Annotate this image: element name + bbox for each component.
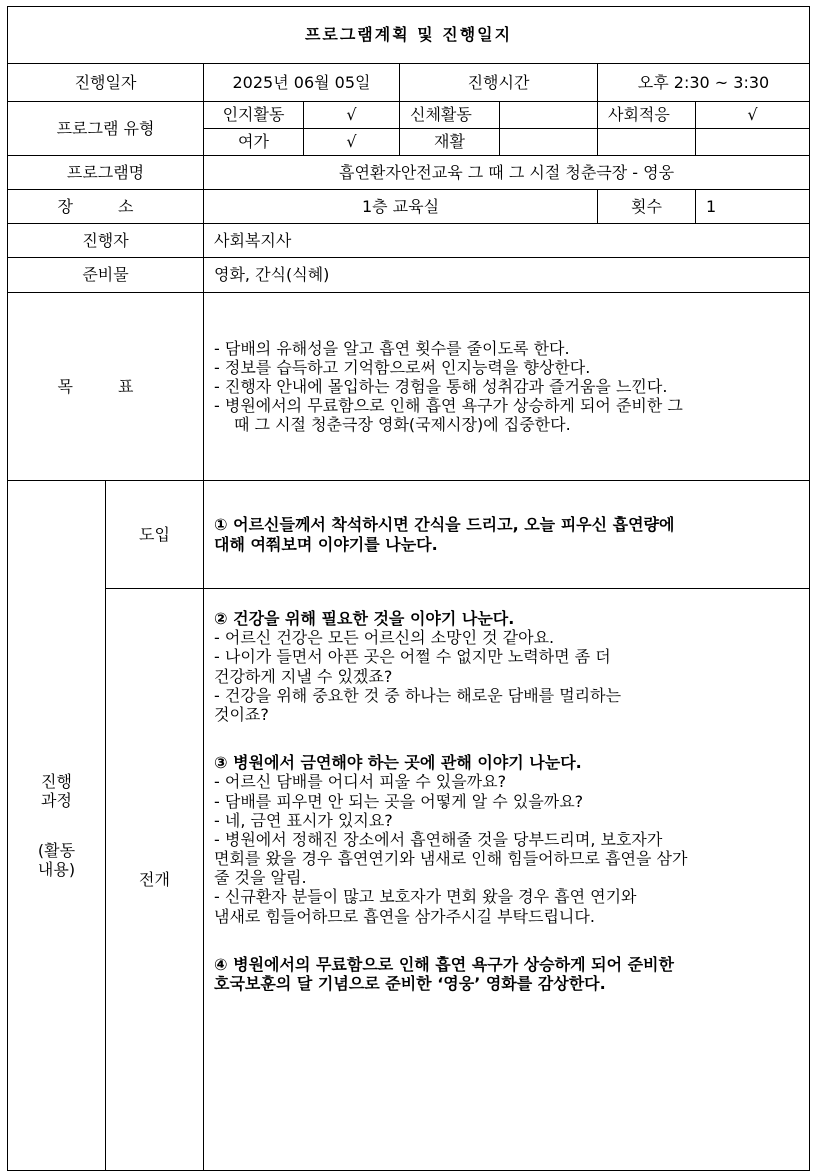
type-label: 프로그램 유형 [8,102,204,156]
goal-item: - 병원에서의 무료함으로 인해 흡연 욕구가 상승하게 되어 준비한 그 [214,396,683,416]
dev-line: 면회를 왔을 경우 흡연연기와 냄새로 인해 힘들어하므로 흡연을 삼가 [214,849,688,869]
type-social: 사회적응 [598,102,696,129]
type-social-mark: √ [696,102,810,129]
dev-heading: 호국보훈의 달 기념으로 준비한 ‘영웅’ 영화를 감상한다. [214,974,606,993]
dev-line: - 어르신 건강은 모든 어르신의 소망인 것 같아요. [214,628,555,648]
dev-heading: ④ 병원에서의 무료함으로 인해 흡연 욕구가 상승하게 되어 준비한 [214,954,674,974]
process-label-line: 내용) [37,859,76,879]
dev-line: - 네, 금연 표시가 있지요? [214,810,393,830]
process-label-line: 과정 [41,791,72,811]
dev-content [204,589,810,1171]
type-empty-1 [598,129,696,156]
count-value: 1 [696,190,810,224]
date-value: 2025년 06월 05일 [204,64,400,102]
type-rehab-mark [500,129,598,156]
dev-line: - 어르신 담배를 어디서 피울 수 있을까요? [214,772,507,792]
dev-line: 냄새로 힘들어하므로 흡연을 삼가주시길 부탁드립니다. [214,906,595,926]
dev-line: - 병원에서 정해진 장소에서 흡연해줄 것을 당부드리며, 보호자가 [214,829,663,849]
type-leisure-mark: √ [304,129,400,156]
type-rehab: 재활 [400,129,500,156]
count-label: 횟수 [598,190,696,224]
dev-line: 줄 것을 알림. [214,868,307,888]
goal-list [204,293,810,481]
dev-line: - 나이가 들면서 아픈 곳은 어쩔 수 없지만 노력하면 좀 더 [214,647,611,667]
dev-line: - 신규환자 분들이 많고 보호자가 면회 왔을 경우 흡연 연기와 [214,887,637,907]
date-label: 진행일자 [8,64,204,102]
dev-heading: ② 건강을 위해 필요한 것을 이야기 나눈다. [214,609,515,628]
process-label-line: 진행 [41,772,72,792]
dev-line: 건강하게 지낼 수 있겠죠? [214,666,393,686]
name-value: 흡연환자안전교육 그 때 그 시절 청춘극장 - 영웅 [204,156,810,190]
type-cognitive: 인지활동 [204,102,304,129]
process-label-line: (활동 [37,840,76,860]
place-label: 장 소 [8,190,204,224]
intro-label: 도입 [106,481,204,589]
dev-label: 전개 [106,589,204,1171]
prep-value: 영화, 간식(식혜) [204,258,810,293]
intro-line: ① 어르신들께서 착석하시면 간식을 드리고, 오늘 피우신 흡연량에 [214,515,675,535]
place-value: 1층 교육실 [204,190,598,224]
process-label [8,481,106,1171]
name-label: 프로그램명 [8,156,204,190]
dev-line: - 담배를 피우면 안 되는 곳을 어떻게 알 수 있을까요? [214,791,584,811]
goal-item: - 담배의 유해성을 알고 흡연 횟수를 줄이도록 한다. [214,338,570,358]
time-label: 진행시간 [400,64,598,102]
intro-content [204,481,810,589]
prep-label: 준비물 [8,258,204,293]
type-leisure: 여가 [204,129,304,156]
dev-line: - 건강을 위해 중요한 것 중 하나는 해로운 담배를 멀리하는 [214,685,622,705]
goal-item: - 진행자 안내에 몰입하는 경험을 통해 성취감과 즐거움을 느낀다. [214,376,668,396]
goal-item: - 정보를 습득하고 기억함으로써 인지능력을 향상한다. [214,357,591,377]
type-physical-mark [500,102,598,129]
type-physical: 신체활동 [400,102,500,129]
leader-value: 사회복지사 [204,224,810,258]
dev-line: 것이죠? [214,704,269,724]
time-value: 오후 2:30 ~ 3:30 [598,64,810,102]
program-log-table [7,6,810,1171]
type-cognitive-mark: √ [304,102,400,129]
goal-item: 때 그 시절 청춘극장 영화(국제시장)에 집중한다. [234,415,571,435]
goal-label: 목 표 [8,293,204,481]
type-empty-2 [696,129,810,156]
page-title: 프로그램계획 및 진행일지 [8,7,810,64]
intro-line: 대해 여쭤보며 이야기를 나눈다. [214,534,438,554]
dev-heading: ③ 병원에서 금연해야 하는 곳에 관해 이야기 나눈다. [214,753,582,773]
leader-label: 진행자 [8,224,204,258]
